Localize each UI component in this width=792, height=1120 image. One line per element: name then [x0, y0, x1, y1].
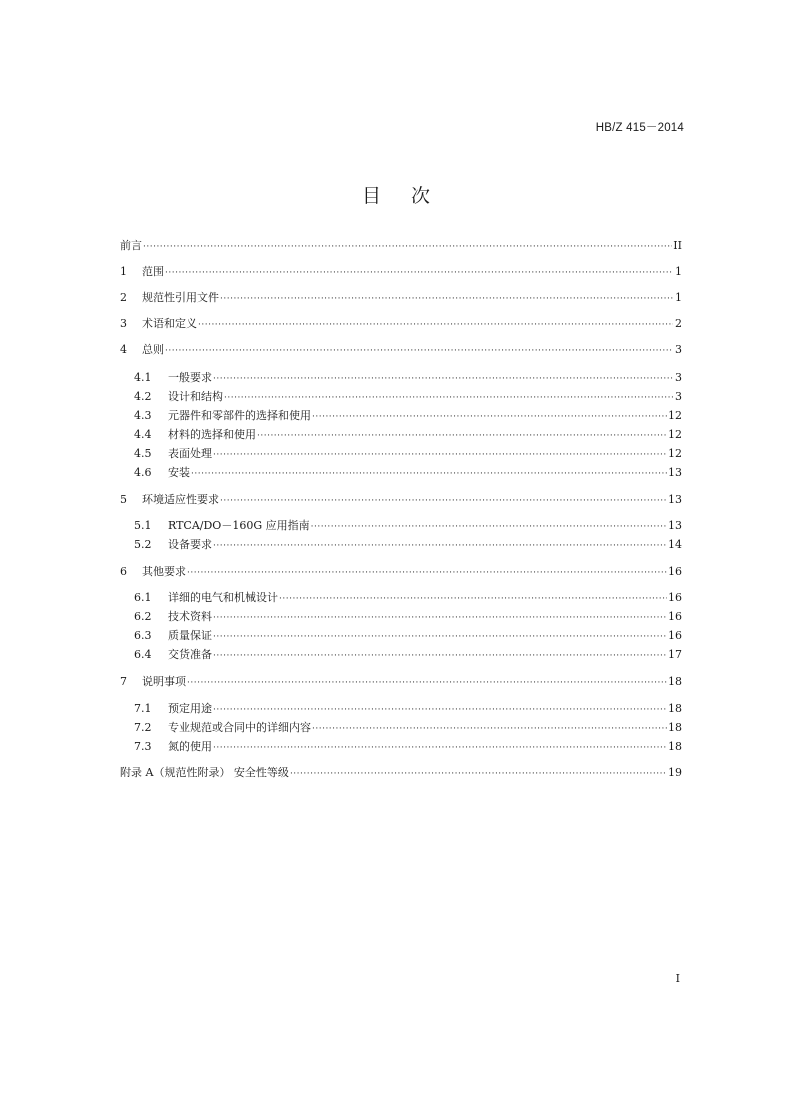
toc-entry-number: 3: [120, 317, 127, 330]
toc-entry-page: 1: [675, 291, 682, 304]
toc-entry[interactable]: [134, 465, 682, 481]
toc-entry-page: 18: [668, 721, 682, 734]
toc-leader-dots: [187, 675, 667, 691]
toc-leader-dots: [290, 766, 667, 782]
toc-entry[interactable]: [134, 446, 682, 462]
toc-entry[interactable]: [120, 264, 682, 280]
toc-entry-number: 5: [120, 493, 127, 506]
toc-leader-dots: [311, 519, 667, 535]
toc-entry-number: 4.5: [134, 447, 152, 460]
toc-entry-page: 18: [668, 740, 682, 753]
toc-entry[interactable]: [134, 609, 682, 625]
toc-entry-page: 3: [675, 390, 682, 403]
toc-entry-page: 18: [668, 675, 682, 688]
toc-entry-number: 7.1: [134, 702, 152, 715]
toc-entry-page: 16: [668, 629, 682, 642]
toc-entry-number: 7.3: [134, 740, 152, 753]
toc-entry[interactable]: [120, 765, 682, 781]
toc-entry-title: 术语和定义: [142, 317, 197, 330]
toc-entry[interactable]: [134, 739, 682, 755]
toc-entry[interactable]: [134, 701, 682, 717]
toc-entry-title: 预定用途: [168, 702, 212, 715]
toc-leader-dots: [143, 239, 672, 255]
toc-entry-number: 6.1: [134, 591, 152, 604]
toc-entry-page: 18: [668, 702, 682, 715]
toc-entry-number: 6.4: [134, 648, 152, 661]
toc-entry[interactable]: [134, 408, 682, 424]
toc-leader-dots: [279, 591, 667, 607]
toc-leader-dots: [213, 648, 667, 664]
toc-leader-dots: [191, 466, 667, 482]
toc-entry[interactable]: [120, 316, 682, 332]
toc-entry-title: 总则: [142, 343, 164, 356]
toc-leader-dots: [213, 371, 673, 387]
toc-entry-number: 4.3: [134, 409, 152, 422]
toc-entry-page: 13: [668, 493, 682, 506]
toc-entry-title: RTCA/DO－160G 应用指南: [168, 519, 310, 532]
toc-leader-dots: [187, 565, 667, 581]
toc-entry-title: 氮的使用: [168, 740, 212, 753]
toc-entry-number: 6.3: [134, 629, 152, 642]
toc-leader-dots: [198, 317, 673, 333]
toc-entry[interactable]: [134, 518, 682, 534]
toc-entry[interactable]: [134, 590, 682, 606]
toc-leader-dots: [257, 428, 667, 444]
toc-entry-title: 说明事项: [142, 675, 186, 688]
toc-entry-number: 2: [120, 291, 127, 304]
toc-leader-dots: [312, 721, 667, 737]
toc-leader-dots: [220, 291, 673, 307]
page-title: 目次: [361, 185, 460, 207]
toc-entry-title: 专业规范或合同中的详细内容: [168, 721, 311, 734]
toc-entry[interactable]: [120, 342, 682, 358]
toc-entry-number: 4.6: [134, 466, 152, 479]
toc-entry-title: 规范性引用文件: [142, 291, 219, 304]
toc-leader-dots: [224, 390, 673, 406]
toc-entry-page: 2: [675, 317, 682, 330]
toc-leader-dots: [312, 409, 667, 425]
toc-entry-title: 表面处理: [168, 447, 212, 460]
toc-entry-number: 4.4: [134, 428, 152, 441]
toc-entry-title: 设计和结构: [168, 390, 223, 403]
toc-entry-title: 技术资料: [168, 610, 212, 623]
toc-entry-page: 16: [668, 610, 682, 623]
toc-entry[interactable]: [120, 564, 682, 580]
page-number: I: [675, 972, 680, 985]
toc-entry-number: 6.2: [134, 610, 152, 623]
toc-entry-page: 13: [668, 466, 682, 479]
toc-entry[interactable]: [120, 492, 682, 508]
toc-entry-page: 13: [668, 519, 682, 532]
toc-entry-number: 1: [120, 265, 127, 278]
toc-entry-title: 详细的电气和机械设计: [168, 591, 278, 604]
toc-leader-dots: [165, 343, 673, 359]
toc-entry-title: 质量保证: [168, 629, 212, 642]
toc-leader-dots: [213, 447, 667, 463]
toc-entry-page: 1: [675, 265, 682, 278]
toc-entry[interactable]: [134, 389, 682, 405]
toc-entry-page: 3: [675, 343, 682, 356]
toc-entry-number: 4.1: [134, 371, 152, 384]
toc-leader-dots: [165, 265, 673, 281]
toc-entry[interactable]: [134, 628, 682, 644]
toc-entry-number: 7: [120, 675, 127, 688]
toc-entry-title: 其他要求: [142, 565, 186, 578]
toc-entry-page: 12: [668, 447, 682, 460]
toc-entry[interactable]: [120, 674, 682, 690]
toc-entry[interactable]: [134, 537, 682, 553]
toc-entry-title: 安装: [168, 466, 190, 479]
toc-entry-number: 5.2: [134, 538, 152, 551]
toc-entry-title: 材料的选择和使用: [168, 428, 256, 441]
toc-entry-page: 12: [668, 428, 682, 441]
toc-entry-page: 16: [668, 591, 682, 604]
toc-entry-title: 前言: [120, 239, 142, 252]
toc-leader-dots: [220, 493, 667, 509]
toc-entry-page: 19: [668, 766, 682, 779]
toc-entry-page: 14: [668, 538, 682, 551]
toc-entry[interactable]: [134, 370, 682, 386]
toc-entry[interactable]: [120, 238, 682, 254]
toc-entry-page: 12: [668, 409, 682, 422]
toc-entry-number: 6: [120, 565, 127, 578]
toc-leader-dots: [213, 740, 667, 756]
toc-entry[interactable]: [134, 427, 682, 443]
toc-entry-title: 交货准备: [168, 648, 212, 661]
toc-entry-number: 7.2: [134, 721, 152, 734]
toc-entry-title: 设备要求: [168, 538, 212, 551]
toc-entry-page: 17: [668, 648, 682, 661]
toc-leader-dots: [213, 629, 667, 645]
toc-leader-dots: [213, 610, 667, 626]
toc-entry-title: 环境适应性要求: [142, 493, 219, 506]
toc-leader-dots: [213, 702, 667, 718]
toc-entry-title: 一般要求: [168, 371, 212, 384]
toc-leader-dots: [213, 538, 667, 554]
toc-entry-number: 4: [120, 343, 127, 356]
toc-entry-title: 附录 A（规范性附录） 安全性等级: [120, 766, 289, 779]
toc-entry-page: 3: [675, 371, 682, 384]
toc-entry-page: 16: [668, 565, 682, 578]
toc-entry[interactable]: [120, 290, 682, 306]
toc-entry-title: 元器件和零部件的选择和使用: [168, 409, 311, 422]
toc-entry-number: 4.2: [134, 390, 152, 403]
toc-entry-page: II: [673, 239, 682, 252]
toc-entry-title: 范围: [142, 265, 164, 278]
standard-code: HB/Z 415－2014: [595, 122, 684, 134]
toc-entry[interactable]: [134, 720, 682, 736]
toc-entry-number: 5.1: [134, 519, 152, 532]
toc-entry[interactable]: [134, 647, 682, 663]
